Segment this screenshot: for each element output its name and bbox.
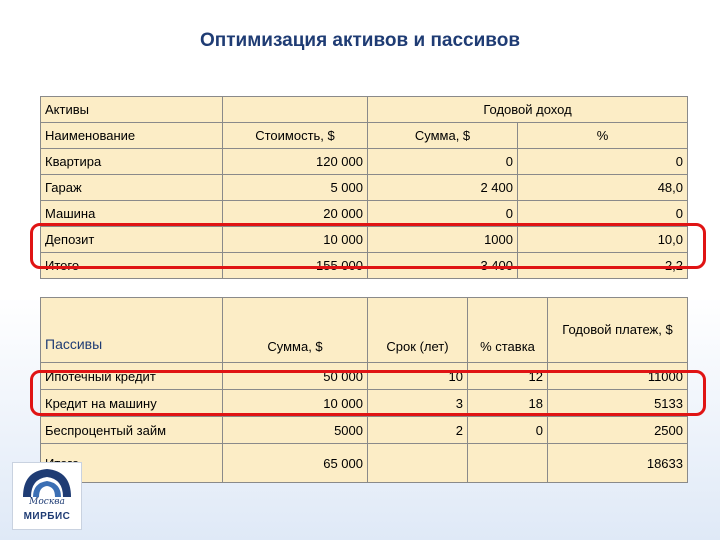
- liability-name: Кредит на машину: [41, 390, 223, 417]
- deposit-row-highlight: [30, 223, 706, 269]
- assets-header-row-2: [41, 123, 688, 149]
- liabilities-section-label: Пассивы: [41, 298, 223, 363]
- asset-name: Депозит: [41, 227, 223, 253]
- page-title: Оптимизация активов и пассивов: [199, 30, 521, 51]
- asset-name: Гараж: [41, 175, 223, 201]
- term-column-header: Срок (лет): [368, 298, 468, 363]
- payment-column-header: Годовой платеж, $: [548, 298, 688, 363]
- income-group-header: Годовой доход: [368, 97, 688, 123]
- asset-cost: 5 000: [223, 175, 368, 201]
- liability-sum: 10 000: [223, 390, 368, 417]
- liability-term: 2: [368, 417, 468, 444]
- liability-rate: 12: [468, 363, 548, 390]
- liability-payment: 5133: [548, 390, 688, 417]
- asset-income-sum: 0: [368, 149, 518, 175]
- asset-name: Машина: [41, 201, 223, 227]
- liabilities-header-row: [41, 298, 688, 363]
- asset-name: Итого: [41, 253, 223, 279]
- table-row: [41, 417, 688, 444]
- liability-rate: 18: [468, 390, 548, 417]
- asset-cost: 155 000: [223, 253, 368, 279]
- asset-income-sum: 2 400: [368, 175, 518, 201]
- asset-cost: 20 000: [223, 201, 368, 227]
- asset-income-sum: 0: [368, 201, 518, 227]
- table-row: [41, 149, 688, 175]
- asset-cost: 120 000: [223, 149, 368, 175]
- mirbis-logo: [12, 462, 82, 530]
- liabilities-total-row: [41, 444, 688, 483]
- asset-income-percent: 10,0: [518, 227, 688, 253]
- income-percent-column-header: %: [518, 123, 688, 149]
- liability-payment: 18633: [548, 444, 688, 483]
- liability-term: 10: [368, 363, 468, 390]
- logo-script: Москва: [29, 497, 65, 507]
- asset-income-percent: 0: [518, 149, 688, 175]
- liability-payment: 11000: [548, 363, 688, 390]
- liability-name: Ипотечный кредит: [41, 363, 223, 390]
- asset-name: Квартира: [41, 149, 223, 175]
- logo-wordmark: МИРБИС: [23, 511, 71, 522]
- car-loan-row-highlight: [30, 370, 706, 416]
- liability-rate: 0: [468, 417, 548, 444]
- assets-section-label: Активы: [41, 97, 223, 123]
- asset-cost: 10 000: [223, 227, 368, 253]
- table-row: [41, 175, 688, 201]
- asset-income-percent: 2,2: [518, 253, 688, 279]
- liability-sum: 50 000: [223, 363, 368, 390]
- assets-empty-header: [223, 97, 368, 123]
- liability-term: [368, 444, 468, 483]
- liability-sum: 5000: [223, 417, 368, 444]
- rate-column-header: % ставка: [468, 298, 548, 363]
- asset-income-percent: 0: [518, 201, 688, 227]
- cost-column-header: Стоимость, $: [223, 123, 368, 149]
- liability-sum-column-header: Сумма, $: [223, 298, 368, 363]
- assets-header-row-1: [41, 97, 688, 123]
- liability-name: Беспроцентый займ: [41, 417, 223, 444]
- asset-income-sum: 1000: [368, 227, 518, 253]
- liability-term: 3: [368, 390, 468, 417]
- liability-sum: 65 000: [223, 444, 368, 483]
- liability-rate: [468, 444, 548, 483]
- asset-income-percent: 48,0: [518, 175, 688, 201]
- asset-income-sum: 3 400: [368, 253, 518, 279]
- liability-payment: 2500: [548, 417, 688, 444]
- income-sum-column-header: Сумма, $: [368, 123, 518, 149]
- name-column-header: Наименование: [41, 123, 223, 149]
